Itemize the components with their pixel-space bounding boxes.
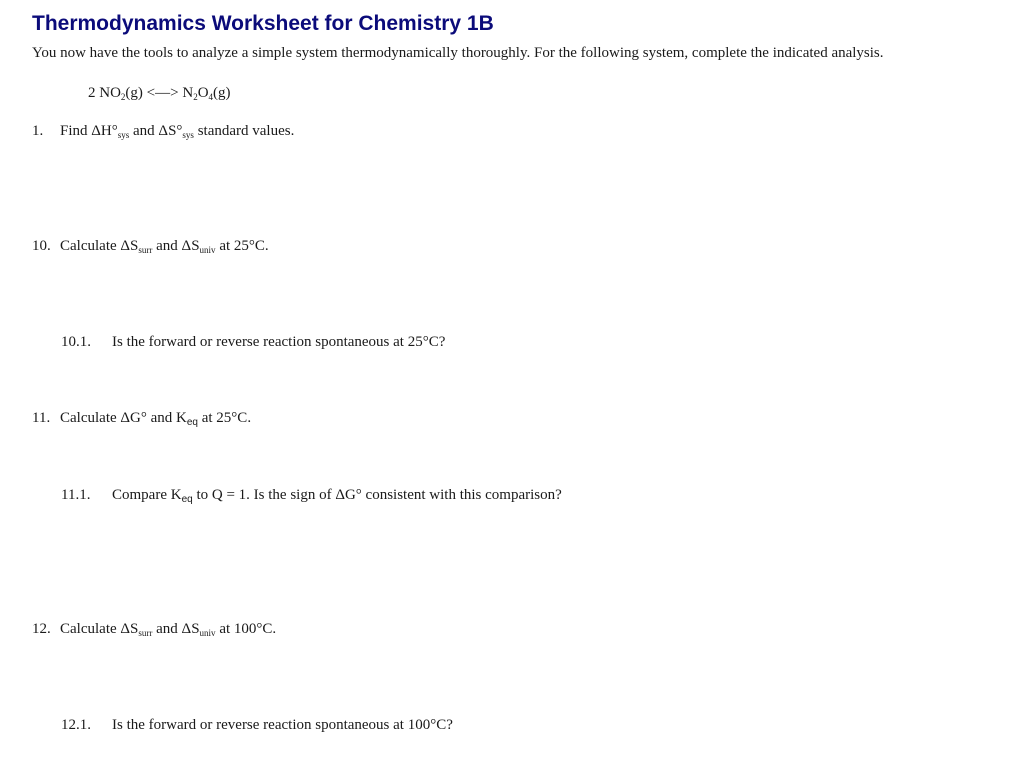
question-text-a: Find ΔH° [60, 123, 118, 139]
reaction-coef: 2 NO [88, 85, 121, 101]
question-text-a: Calculate ΔS [60, 238, 139, 254]
question-number: 11. [32, 410, 51, 426]
question-number: 1. [32, 123, 44, 139]
reaction-o-sub: 4 [208, 92, 214, 102]
question-text: Is the forward or reverse reaction spontaneous at 100°C? [112, 717, 453, 733]
question-text-c: at 25°C. [215, 238, 269, 254]
question-number: 10. [32, 238, 51, 254]
question-sub-a: sys [117, 130, 130, 140]
question-sub-b: univ [199, 628, 216, 638]
reaction-n-sub: 2 [193, 92, 198, 102]
question-sub-a: eq [186, 417, 198, 428]
question-text-b: and ΔS [152, 238, 200, 254]
question-text-c: standard values. [193, 123, 295, 139]
question-sub-b: sys [182, 130, 194, 140]
question-text-c: to Q = 1. Is the sign of ΔG° consistent with this comparison? [192, 487, 562, 503]
question-number: 12. [32, 621, 51, 637]
question-10-1 [61, 334, 445, 351]
worksheet-title: Thermodynamics Worksheet for Chemistry 1B [32, 12, 494, 35]
question-11-1 [61, 487, 562, 504]
question-11 [32, 410, 251, 427]
question-text-c: at 25°C. [197, 410, 252, 426]
reaction-state1: (g) [125, 85, 147, 101]
reaction-state2: (g) [213, 85, 231, 101]
question-10 [32, 238, 269, 255]
question-text-a: Compare K [112, 487, 182, 503]
question-text-c: at 100°C. [215, 621, 277, 637]
reaction-n: N [178, 85, 194, 101]
question-sub-a: surr [138, 628, 153, 638]
question-text-b: and ΔS [152, 621, 200, 637]
question-number: 11.1. [61, 487, 91, 503]
question-text: Is the forward or reverse reaction spontaneous at 25°C? [112, 334, 446, 350]
reaction-o: O [197, 85, 209, 101]
question-sub-a: surr [138, 245, 153, 255]
question-sub-b: univ [199, 245, 216, 255]
question-number: 12.1. [61, 717, 91, 733]
question-sub-a: eq [181, 494, 193, 505]
reaction-no2-sub: 2 [120, 92, 126, 102]
intro-paragraph: You now have the tools to analyze a simple system thermodynamically thoroughly. For the following system, complete the indicated analysis. [32, 45, 884, 61]
question-12 [32, 621, 276, 638]
reaction-equation [88, 85, 231, 102]
question-number: 10.1. [61, 334, 91, 350]
question-text-a: Calculate ΔS [60, 621, 139, 637]
reaction-arrow: <—> [146, 85, 179, 101]
question-text-b: and ΔS° [129, 123, 183, 139]
question-12-1 [61, 717, 453, 734]
question-1 [32, 123, 294, 140]
question-text-a: Calculate ΔG° and K [60, 410, 187, 426]
